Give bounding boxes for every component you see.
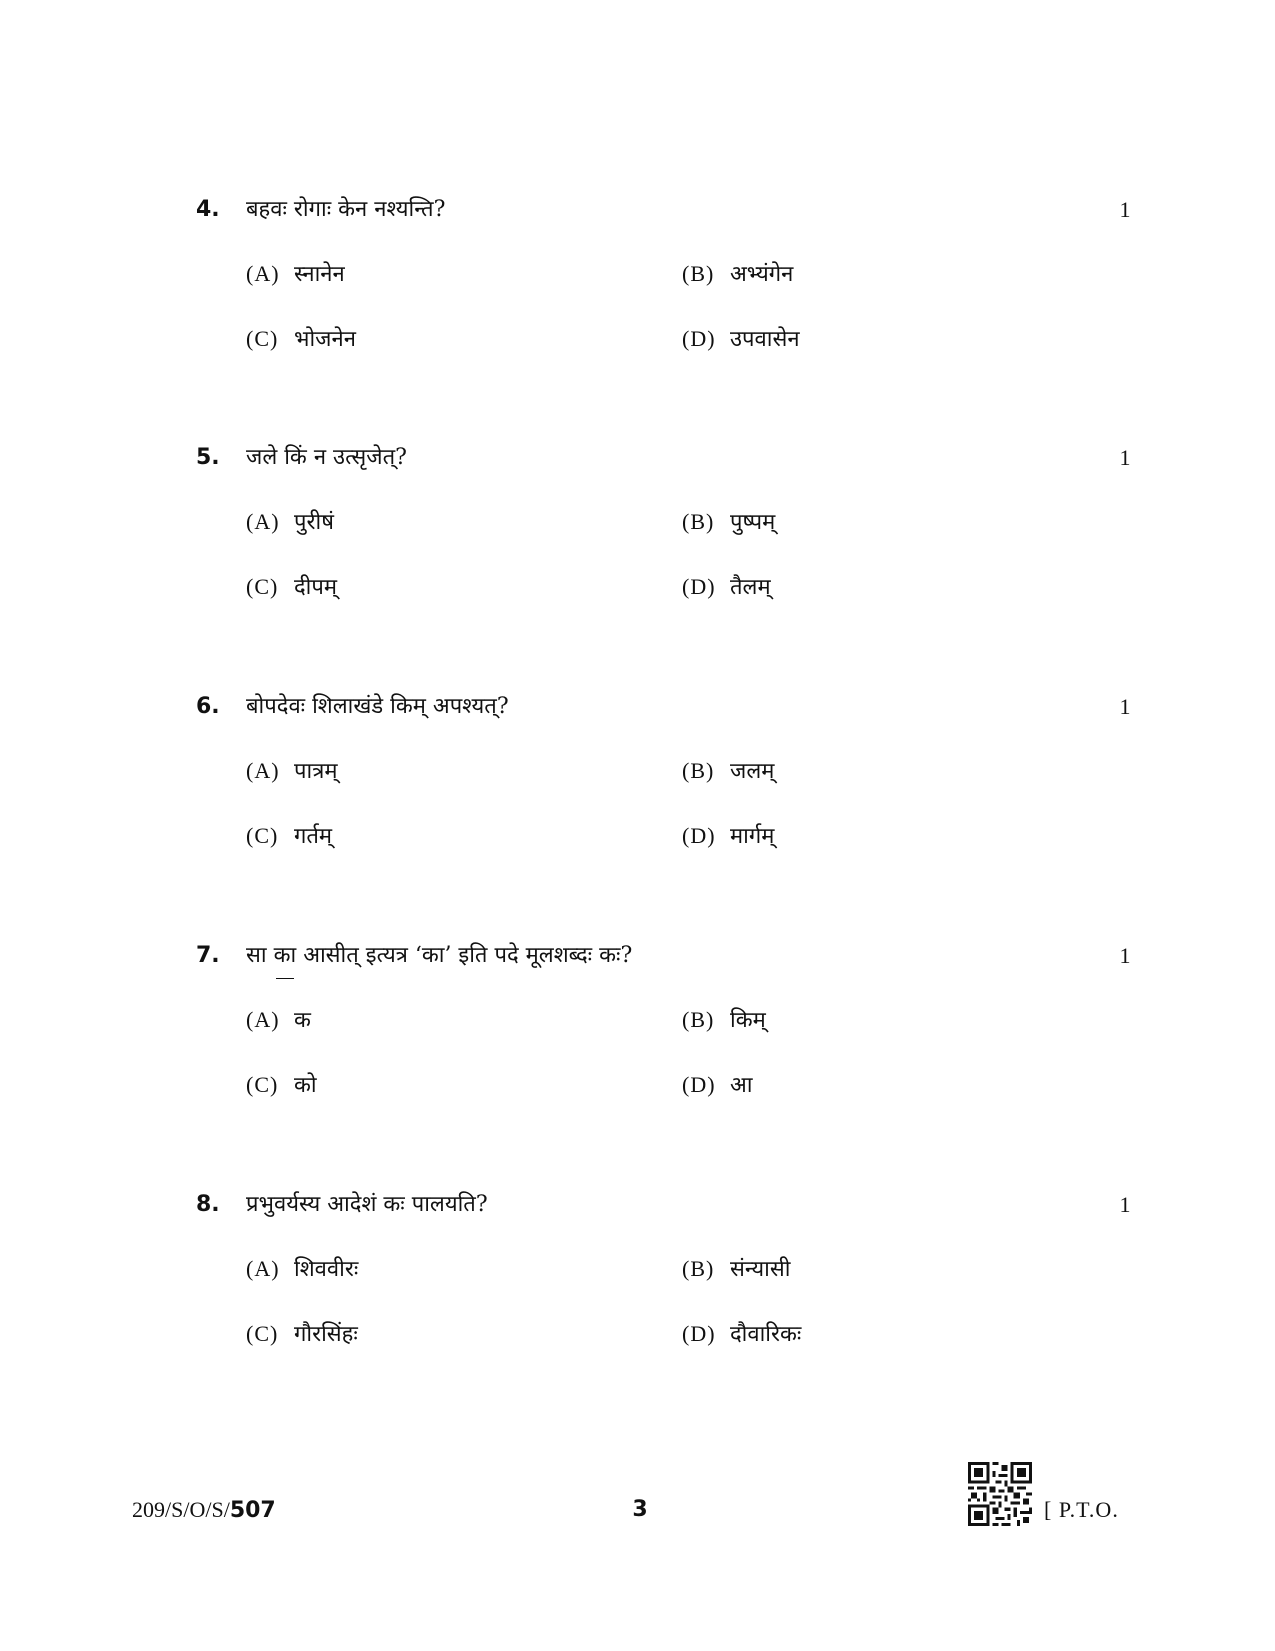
please-turn-over: [ P.T.O.	[1044, 1497, 1119, 1522]
option-text: पुष्पम्	[730, 510, 776, 535]
option-key: (D)	[682, 1072, 716, 1097]
underlined-word: का	[274, 941, 297, 971]
option-b	[682, 1254, 790, 1285]
question-marks: 1	[1119, 694, 1131, 719]
option-key: (A)	[246, 1256, 280, 1281]
question-8	[0, 1190, 1275, 1390]
option-b	[682, 507, 775, 538]
paper-code-prefix: 209/S/O/S/	[132, 1497, 230, 1522]
option-key: (C)	[246, 823, 279, 848]
option-d	[682, 1070, 752, 1101]
question-marks: 1	[1119, 445, 1131, 470]
option-c	[246, 1070, 317, 1101]
question-marks: 1	[1119, 1192, 1131, 1217]
option-key: (A)	[246, 1007, 280, 1032]
option-d	[682, 821, 774, 852]
option-text: दौवारिकः	[730, 1322, 802, 1347]
question-number: 7.	[196, 943, 220, 968]
option-b	[682, 1005, 766, 1036]
question-text: बहवः रोगाः केन नश्यन्ति?	[246, 197, 446, 222]
question-text	[246, 941, 632, 971]
option-text: भोजनेन	[294, 327, 356, 352]
option-c	[246, 572, 337, 603]
question-6	[0, 692, 1275, 892]
option-b	[682, 259, 793, 290]
option-a	[246, 1254, 358, 1285]
question-number: 8.	[196, 1192, 220, 1217]
paper-code	[132, 1495, 276, 1526]
question-text: प्रभुवर्यस्य आदेशं कः पालयति?	[246, 1192, 488, 1217]
option-text: किम्	[730, 1008, 766, 1033]
option-text: तैलम्	[730, 575, 771, 600]
option-d	[682, 1319, 801, 1350]
option-text: मार्गम्	[730, 824, 775, 849]
option-key: (C)	[246, 574, 279, 599]
question-4	[0, 195, 1275, 395]
option-key: (B)	[682, 758, 715, 783]
option-key: (D)	[682, 1321, 716, 1346]
question-number: 5.	[196, 445, 220, 470]
question-marks: 1	[1119, 943, 1131, 968]
option-key: (A)	[246, 509, 280, 534]
option-key: (D)	[682, 823, 716, 848]
option-key: (B)	[682, 261, 715, 286]
question-number: 6.	[196, 694, 220, 719]
option-text: स्नानेन	[294, 262, 345, 287]
option-text: जलम्	[730, 759, 775, 784]
question-text: बोपदेवः शिलाखंडे किम् अपश्यत्?	[246, 694, 509, 719]
page-number: 3	[632, 1497, 648, 1522]
option-text: उपवासेन	[730, 327, 800, 352]
option-text: शिववीरः	[294, 1257, 359, 1282]
option-text: पात्रम्	[294, 759, 338, 784]
option-d	[682, 572, 771, 603]
option-b	[682, 756, 774, 787]
option-key: (A)	[246, 758, 280, 783]
option-text: पुरीषं	[294, 510, 334, 535]
option-text: अभ्यंगेन	[730, 262, 794, 287]
option-c	[246, 1319, 358, 1350]
question-marks: 1	[1119, 197, 1131, 222]
question-7	[0, 941, 1275, 1141]
option-key: (A)	[246, 261, 280, 286]
option-text: को	[294, 1073, 317, 1098]
option-text: दीपम्	[294, 575, 338, 600]
option-key: (D)	[682, 574, 716, 599]
question-number: 4.	[196, 197, 220, 222]
option-text: आ	[730, 1073, 753, 1098]
option-key: (B)	[682, 1007, 715, 1032]
option-a	[246, 259, 345, 290]
question-5	[0, 443, 1275, 643]
option-key: (C)	[246, 1321, 279, 1346]
option-c	[246, 324, 356, 355]
option-text: संन्यासी	[730, 1257, 791, 1282]
qr-code-icon	[968, 1462, 1032, 1526]
option-text: क	[294, 1008, 311, 1033]
option-d	[682, 324, 800, 355]
option-a	[246, 756, 338, 787]
paper-code-bold: 507	[229, 1498, 276, 1523]
option-text: गर्तम्	[294, 824, 333, 849]
option-key: (B)	[682, 509, 715, 534]
option-key: (B)	[682, 1256, 715, 1281]
option-c	[246, 821, 332, 852]
option-text: गौरसिंहः	[294, 1322, 358, 1347]
question-text-before: सा	[246, 943, 267, 968]
option-a	[246, 507, 334, 538]
question-text: जले किं न उत्सृजेत्?	[246, 445, 407, 470]
option-key: (C)	[246, 326, 279, 351]
option-key: (D)	[682, 326, 716, 351]
option-key: (C)	[246, 1072, 279, 1097]
option-a	[246, 1005, 311, 1036]
question-text-after: आसीत् इत्यत्र ‘का’ इति पदे मूलशब्दः कः?	[303, 943, 633, 968]
